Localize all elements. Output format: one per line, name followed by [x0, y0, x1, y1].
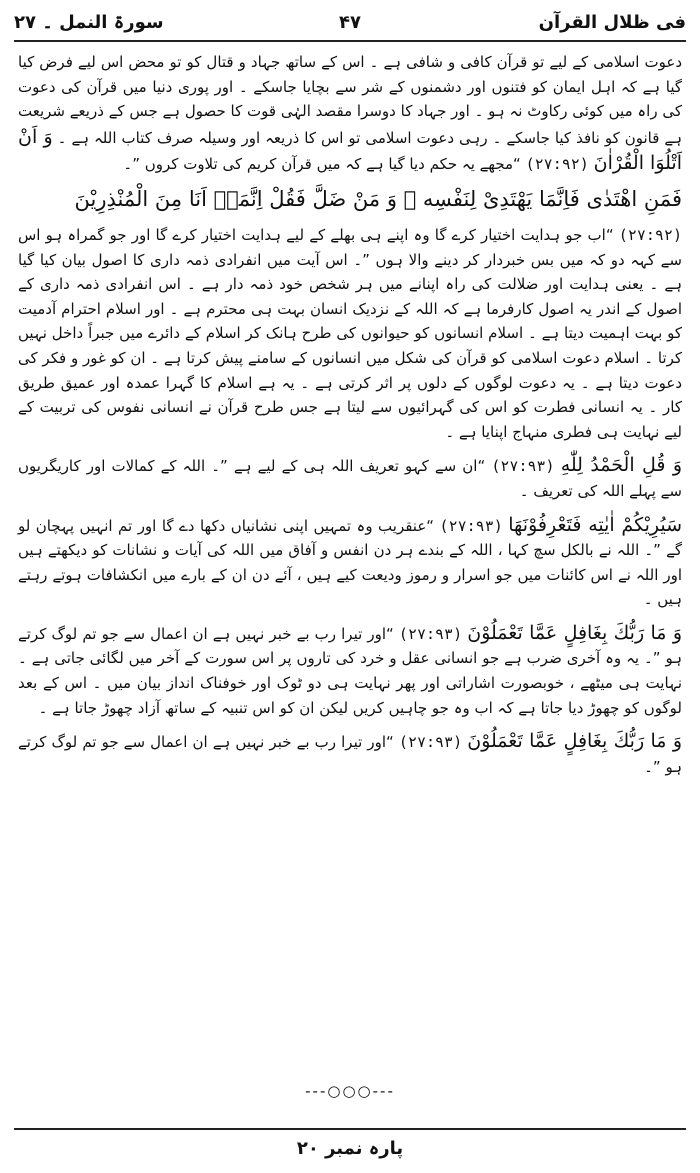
running-header	[14, 6, 686, 40]
paragraph-text: “اب جو ہدایت اختیار کرے گا وہ اپنے ہی بھلے کے لیے ہدایت اختیار کرے گا اور جو گمراہ ہو اس سے کہہ دو کہ میں بس خبردار کر دینے والا ہوں ”۔ اس آیت میں انفرادی ذمہ داری کا اصول بیان کیا گیا ہے ۔ یعنی ہدایت اور ضلالت کی راہ اپنانے میں ہر شخص خود ذمہ دار ہے ۔ اس انفرادی ذمہ داری کے اصول کے اندر یہ اصول کارفرما ہے کہ اللہ کے نزدیک انسان بہت ہی محترم ہے ۔ اور اسلام احترام آدمیت کو بہت اہمیت دیتا ہے ۔ اسلام انسانوں کو حیوانوں کی طرح ہانک کر اسلام کے دائرے میں جبراً داخل نہیں کرتا ۔ اسلام دعوت اسلامی کو قرآن کی شکل میں انسانوں کے سامنے پیش کرتا ہے ۔ ان کو غور و فکر کی دعوت دیتا ہے ۔ یہ دعوت لوگوں کے دلوں پر اثر کرتی ہے ۔ یہ ہے اسلام کا گہرا عمدہ اور عمیق طریق کار ۔ یہ انسانی فطرت کو اس کی گہرائیوں سے لیتا ہے جس طرح قرآن نے انسانی نفوس کی تربیت کے لیے نہایت ہی فطری منہاج اپنایا ہے ۔	[18, 225, 682, 441]
surah-name: سورۃ النمل ۔ ۲۷	[14, 12, 164, 33]
footer-rule	[14, 1128, 686, 1130]
paragraph-text: “اور تیرا رب بے خبر نہیں ہے ان اعمال سے جو تم لوگ کرتے ہو ”۔	[18, 733, 682, 776]
paragraph-5	[18, 620, 682, 720]
paragraph-text: “مجھے یہ حکم دیا گیا ہے کہ میں قرآن کریم کی تلاوت کروں ”۔	[123, 155, 521, 174]
verse-reference: (۲۷:۹۳)	[398, 733, 463, 752]
verse-reference: (۲۷:۹۲)	[618, 225, 682, 244]
header-rule	[14, 40, 686, 42]
quran-verse: وَ قُلِ الْحَمْدُ لِلّٰهِ	[560, 454, 682, 477]
spacer	[18, 444, 682, 452]
part-number-footer: پارہ نمبر ۲۰	[296, 1138, 404, 1159]
verse-reference: (۲۷:۹۳)	[491, 457, 555, 476]
section-divider: ---○○○---	[305, 1082, 395, 1100]
quran-verse: وَ مَا رَبُّكَ بِغَافِلٍ عَمَّا تَعْمَلُوْنَ	[467, 730, 683, 753]
book-title: فی ظلال القرآن	[538, 12, 686, 33]
verse-reference: (۲۷:۹۲)	[525, 155, 589, 174]
verse-reference: (۲۷:۹۳)	[398, 624, 463, 643]
quran-verse: وَ مَا رَبُّكَ بِغَافِلٍ عَمَّا تَعْمَلُوْنَ	[467, 621, 683, 644]
paragraph-text: “اور تیرا رب بے خبر نہیں ہے ان اعمال سے جو تم لوگ کرتے ہو ”۔ یہ وہ آخری ضرب ہے جو انسانی عقل و خرد کی تاروں پر اس سورت کے آخر میں لگائی جاتی ہے ۔ نہایت ہی میٹھے ، خوبصورت اشاراتی اور پھر نہایت ہی دو ٹوک اور خوفناک انداز بیان میں ۔ اس کے بعد لوگوں کو چھوڑ دیا جاتا ہے کہ اب وہ جو چاہیں کریں لیکن ان کو اس تنبیہ کے ساتھ آزاد چھوڑ جاتا ہے ۔	[18, 624, 682, 717]
paragraph-text: دعوت اسلامی کے لیے تو قرآن کافی و شافی ہے ۔ اس کے ساتھ جہاد و قتال کو تو محض اس لیے فرض کیا گیا ہے کہ اہل ایمان کو فتنوں اور دشمنوں کے شر سے بچایا جاسکے ۔ اور پوری دنیا میں قرآن کی دعوت کی راہ میں کوئی رکاوٹ نہ ہو ۔ اور جہاد کا دوسرا مقصد الہٰی قوت کا حصول ہے جس کے ذریعے شریعت ہے قانون کو نافذ کیا جاسکے ۔ رہی دعوت اسلامی تو اس کا ذریعہ اور وسیلہ صرف کتاب اللہ ہے ۔	[18, 53, 682, 147]
quran-verse: وَ اَنْ اَتْلُوَا الْقُرْاٰنَ	[18, 125, 682, 175]
verse-reference: (۲۷:۹۳)	[439, 516, 503, 535]
paragraph-2	[18, 223, 682, 444]
spacer	[18, 612, 682, 620]
paragraph-1	[18, 50, 682, 177]
quran-verse-block: فَمَنِ اهْتَدٰى فَاِنَّمَا يَهْتَدِىْ لِنَفْسِه ۖ وَ مَنْ ضَلَّ فَقُلْ اِنَّمَاۤ اَنَا مِنَ الْمُنْذِرِيْنَ	[74, 186, 682, 211]
page-number: ۴۷	[339, 12, 361, 33]
paragraph-text: “عنقریب وہ تمہیں اپنی نشانیاں دکھا دے گا اور تم انہیں پہچان لو گے ”۔ اللہ نے بالکل سچ کہا ، اللہ کے بندے ہر دن انفس و آفاق میں اللہ کی آیات و نشانات کو دیکھتے ہیں اور اللہ نے اس کائنات میں جو اسرار و رموز ودیعت کیے ہیں ، آئے دن ان کے بارے میں انکشافات ہوتے رہتے ہیں ۔	[18, 516, 682, 609]
main-text	[18, 50, 682, 779]
spacer	[18, 504, 682, 512]
spacer	[18, 720, 682, 728]
paragraph-text: “ان سے کہو تعریف اللہ ہی کے لیے ہے ”۔ اللہ کے کمالات اور کاریگریوں سے پہلے اللہ کی تعریف ۔	[18, 457, 682, 500]
quran-verse: سَيُرِيْكُمْ اٰيٰتِه فَتَعْرِفُوْنَهَا	[508, 513, 682, 536]
paragraph-6	[18, 728, 682, 779]
paragraph-3	[18, 452, 682, 503]
paragraph-4	[18, 512, 682, 612]
